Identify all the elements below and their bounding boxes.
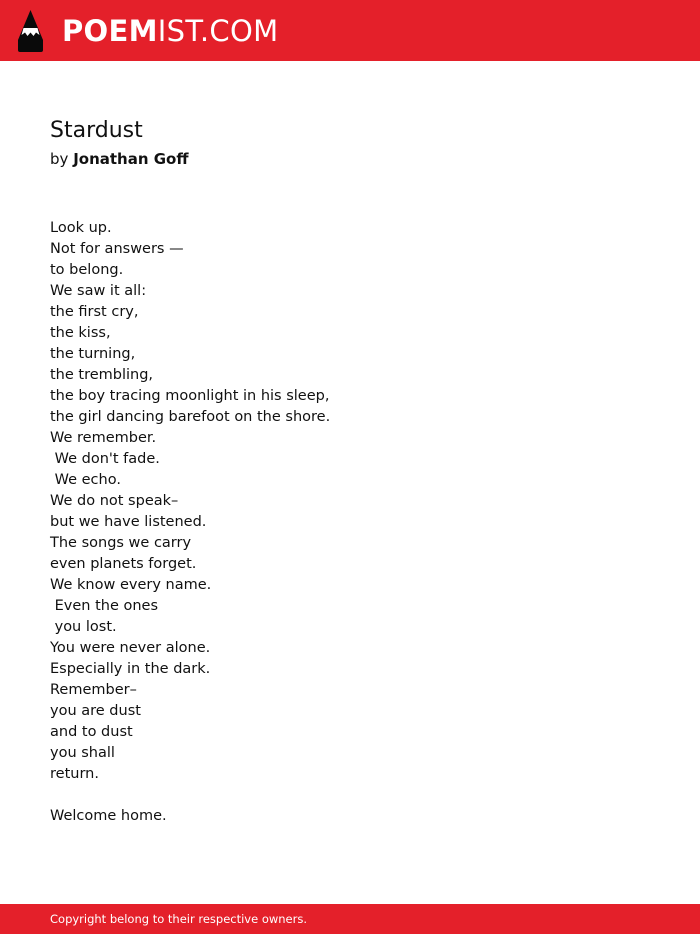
poem-byline <box>50 148 189 170</box>
poem-line: the girl dancing barefoot on the shore. <box>50 409 331 425</box>
poem-line: you lost. <box>50 619 117 635</box>
poem-line: Not for answers — <box>50 241 184 257</box>
poem-line: even planets forget. <box>50 556 197 572</box>
poem-line: the turning, <box>50 346 136 362</box>
poem-line: The songs we carry <box>50 535 192 551</box>
site-logo-link[interactable] <box>62 10 278 52</box>
poem-line: We know every name. <box>50 577 212 593</box>
poem-line: the trembling, <box>50 367 154 383</box>
poem-line: Look up. <box>50 220 112 236</box>
poem-line: and to dust <box>50 724 133 740</box>
poem-line: We don't fade. <box>50 451 160 467</box>
poem-line: We saw it all: <box>50 283 147 299</box>
poem-line: You were never alone. <box>50 640 211 656</box>
poem-line: return. <box>50 766 99 782</box>
poem-body <box>50 218 650 827</box>
site-footer <box>0 904 700 934</box>
poem-line: to belong. <box>50 262 124 278</box>
poem-line: the boy tracing moonlight in his sleep, <box>50 388 330 404</box>
poem-line: the kiss, <box>50 325 111 341</box>
by-label: by <box>50 150 69 168</box>
logo-text-light: IST.COM <box>157 14 279 48</box>
poem-line: Even the ones <box>50 598 159 614</box>
poem-line: you are dust <box>50 703 141 719</box>
poem-line: you shall <box>50 745 115 761</box>
logo-text-bold: POEM <box>62 14 158 48</box>
footer-copyright: Copyright belong to their respective owners. <box>50 912 308 926</box>
poem-line: We remember. <box>50 430 157 446</box>
poem-author: Jonathan Goff <box>73 150 189 168</box>
pencil-tip-icon <box>17 10 44 52</box>
poem-line: Welcome home. <box>50 808 167 824</box>
poem-line: We echo. <box>50 472 121 488</box>
poem-line: Especially in the dark. <box>50 661 211 677</box>
poem-line: We do not speak– <box>50 493 179 509</box>
poem-title: Stardust <box>50 118 143 143</box>
site-header <box>0 0 700 61</box>
poem-line: the first cry, <box>50 304 139 320</box>
poem-line <box>50 785 650 806</box>
poem-line: Remember– <box>50 682 137 698</box>
poem-line: but we have listened. <box>50 514 207 530</box>
